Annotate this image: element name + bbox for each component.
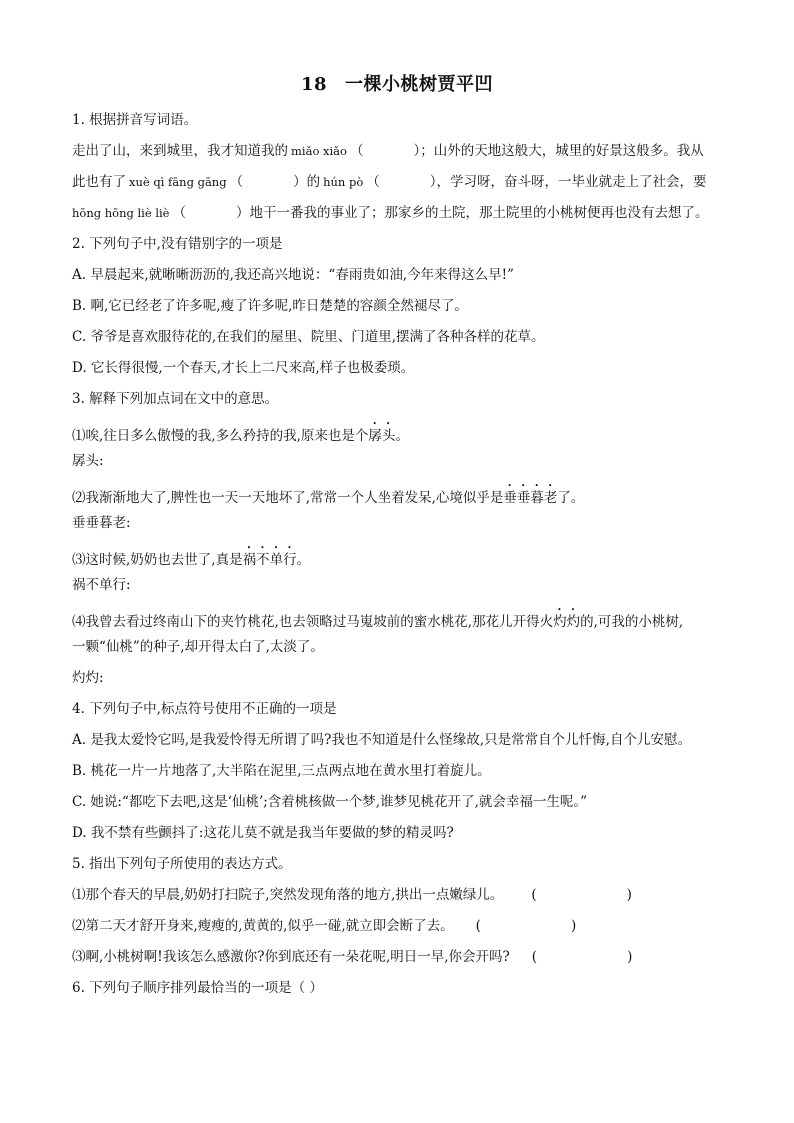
q2-option-a[interactable]: A. 早晨起来,就晰晰沥沥的,我还高兴地说：“春雨贵如油,今年来得这么早!” bbox=[72, 267, 514, 283]
lesson-title: 一棵小桃树贾平凹 bbox=[345, 74, 494, 95]
q3-sentence-2: ⑵我渐渐地大了,脾性也一天一天地坏了,常常一个人坐着发呆,心境似乎是垂垂暮老了。 bbox=[72, 490, 585, 506]
q3-answer-4[interactable]: 灼灼: bbox=[72, 670, 104, 686]
dotted-word: 灼灼 bbox=[553, 614, 581, 630]
q2-heading: 2. 下列句子中,没有错别字的一项是 bbox=[72, 236, 283, 252]
pinyin: hún pò bbox=[323, 175, 364, 189]
dotted-word: 孱头 bbox=[368, 428, 396, 444]
q1-line-2: 此也有了 xuè qì fāng gāng （ ）的 hún pò （ ），学习呀，奋斗呀，一毕业就走上了社会，要 bbox=[72, 174, 707, 190]
q3-sentence-3: ⑶这时候,奶奶也去世了,真是祸不单行。 bbox=[72, 552, 311, 568]
q4-option-d[interactable]: D. 我不禁有些颤抖了:这花儿莫不就是我当年要做的梦的精灵吗? bbox=[72, 825, 454, 841]
q1-heading: 1. 根据拼音写词语。 bbox=[72, 112, 198, 128]
q4-option-a[interactable]: A. 是我太爱怜它吗,是我爱怜得无所谓了吗?我也不知道是什么怪缘故,只是常常自个儿忏悔,自个儿安慰。 bbox=[72, 732, 691, 748]
q4-option-b[interactable]: B. 桃花一片一片地落了,大半陷在泥里,三点两点地在黄水里打着旋儿。 bbox=[72, 763, 491, 779]
pinyin: hōng hōng liè liè bbox=[72, 206, 170, 220]
q4-option-c[interactable]: C. 她说:“都吃下去吧,这是‘仙桃’;含着桃核做一个梦,谁梦见桃花开了,就会幸福一生呢。” bbox=[72, 794, 588, 810]
q2-option-c[interactable]: C. 爷爷是喜欢服待花的,在我们的屋里、院里、门道里,摆满了各种各样的花草。 bbox=[72, 329, 545, 345]
q3-sentence-4-line-1: ⑷我曾去看过终南山下的夹竹桃花,也去领略过马嵬坡前的蜜水桃花,那花儿开得火灼灼的,可我的小桃树, bbox=[72, 614, 684, 630]
pinyin: xuè qì fāng gāng bbox=[129, 175, 227, 189]
q1-line-3: hōng hōng liè liè （ ）地干一番我的事业了；那家乡的土院，那土院里的小桃树便再也没有去想了。 bbox=[72, 205, 709, 221]
page-title bbox=[0, 70, 794, 96]
q3-answer-1[interactable]: 孱头: bbox=[72, 453, 104, 469]
q2-option-b[interactable]: B. 啊,它已经老了许多呢,瘦了许多呢,昨日楚楚的容颜全然褪尽了。 bbox=[72, 298, 468, 314]
lesson-number: 18 bbox=[300, 74, 328, 95]
q3-heading: 3. 解释下列加点词在文中的意思。 bbox=[72, 391, 279, 407]
q6-heading: 6. 下列句子顺序排列最恰当的一项是（ ） bbox=[72, 980, 323, 996]
q5-sentence-2: ⑵第二天才舒开身来,瘦瘦的,黄黄的,似乎一碰,就立即会断了去。 ( ) bbox=[72, 918, 577, 934]
q2-option-d[interactable]: D. 它长得很慢,一个春天,才长上二尺来高,样子也极委琐。 bbox=[72, 360, 415, 376]
q3-answer-2[interactable]: 垂垂暮老: bbox=[72, 515, 131, 531]
q5-sentence-3: ⑶啊,小桃树啊!我该怎么感激你?你到底还有一朵花呢,明日一早,你会开吗? ( ) bbox=[72, 949, 633, 965]
dotted-word: 祸不单行 bbox=[242, 552, 297, 568]
q3-answer-3[interactable]: 祸不单行: bbox=[72, 577, 131, 593]
pinyin: miǎo xiǎo bbox=[291, 144, 347, 158]
dotted-word: 垂垂暮老 bbox=[503, 490, 558, 506]
q3-sentence-1: ⑴唉,往日多么傲慢的我,多么矜持的我,原来也是个孱头。 bbox=[72, 428, 409, 444]
q5-sentence-1: ⑴那个春天的早晨,奶奶打扫院子,突然发现角落的地方,拱出一点嫩绿儿。 ( ) bbox=[72, 887, 632, 903]
q5-heading: 5. 指出下列句子所使用的表达方式。 bbox=[72, 856, 292, 872]
q1-line-1: 走出了山，来到城里，我才知道我的 miǎo xiǎo （ ）；山外的天地这般大，城里的好景这般多。我从 bbox=[72, 143, 704, 159]
q3-sentence-4-line-2: 一颗“仙桃”的种子,却开得太白了,太淡了。 bbox=[72, 639, 324, 655]
q4-heading: 4. 下列句子中,标点符号使用不正确的一项是 bbox=[72, 701, 337, 717]
